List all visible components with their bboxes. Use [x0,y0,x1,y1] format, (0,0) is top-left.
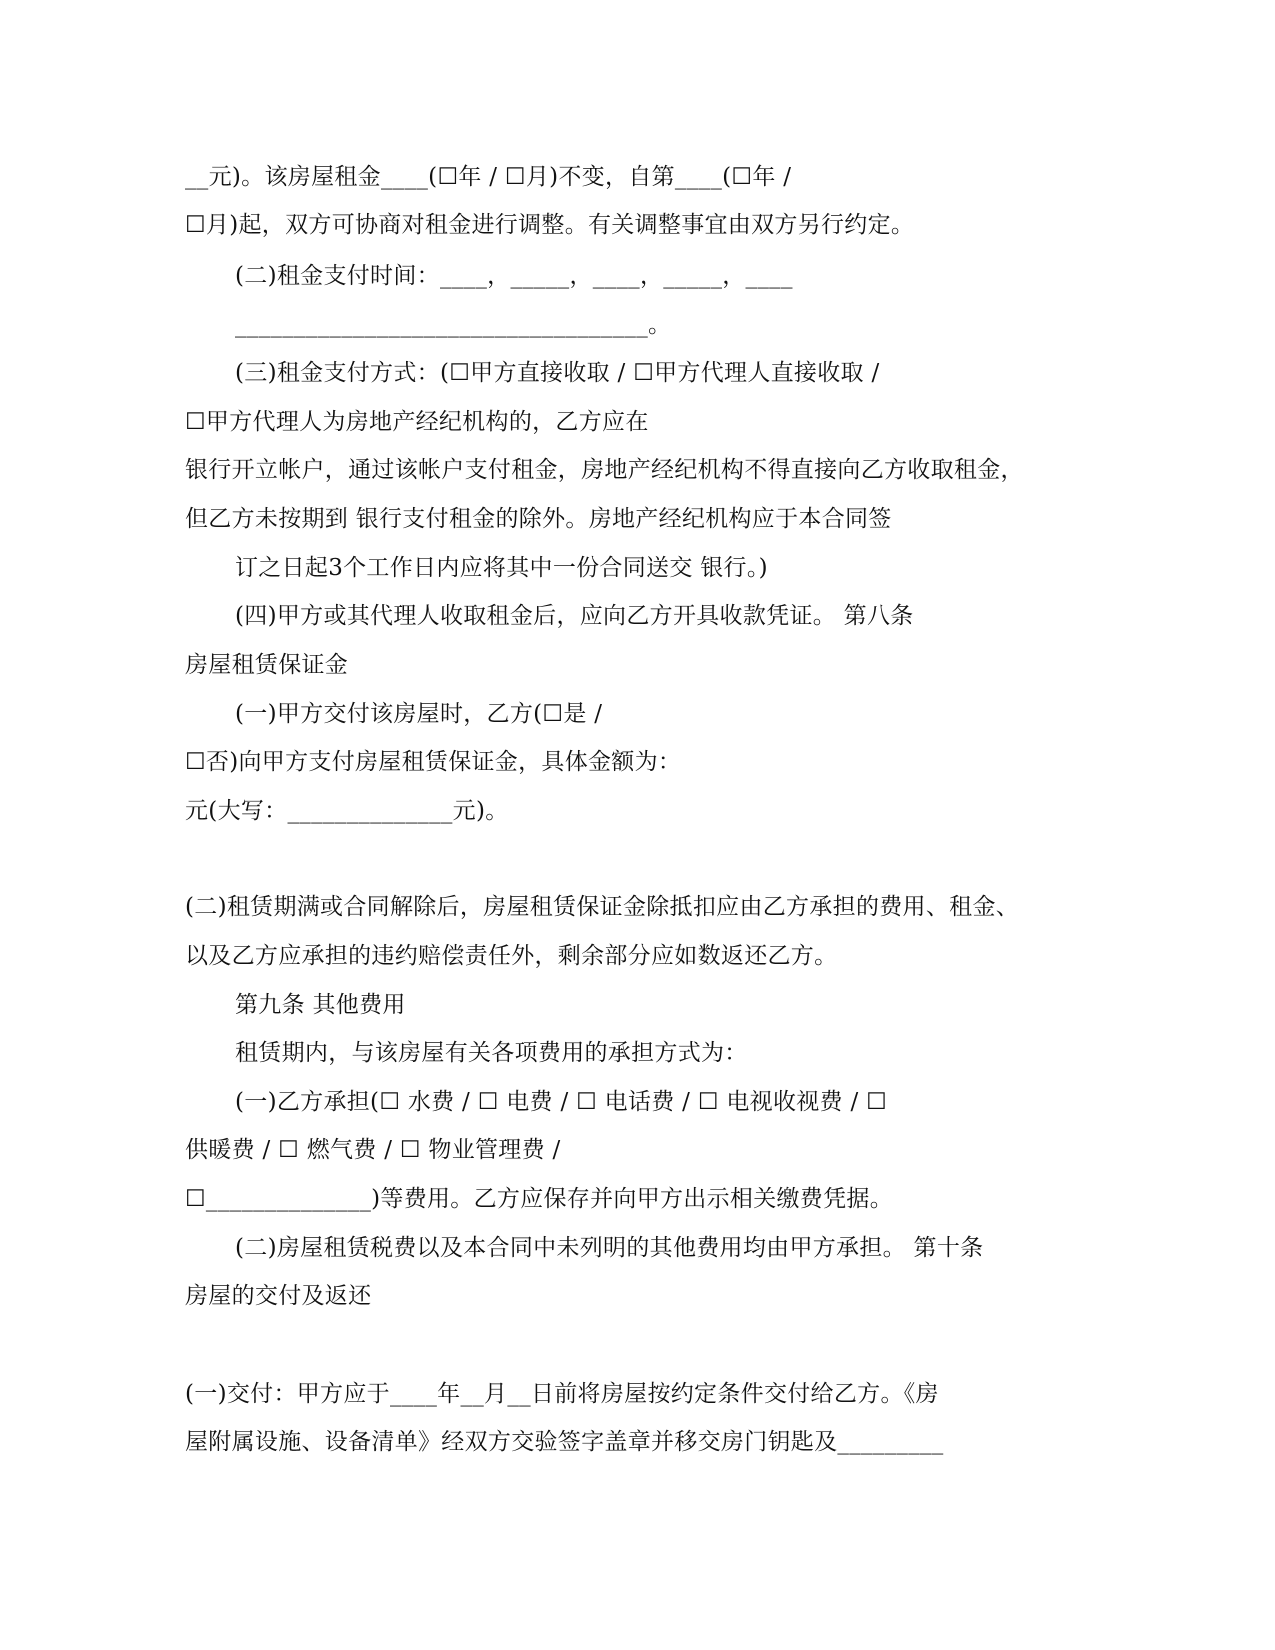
text-line: (一)甲方交付该房屋时，乙方(☐是 / [235,701,603,727]
text-line: ☐______________)等费用。乙方应保存并向甲方出示相关缴费凭据。 [185,1186,893,1212]
text-line: __元)。该房屋租金____(☐年 / ☐月)不变，自第____(☐年 / [185,164,792,190]
text-line: (二)房屋租赁税费以及本合同中未列明的其他费用均由甲方承担。 第十条 [235,1235,984,1261]
text-line: ☐否)向甲方支付房屋租赁保证金，具体金额为： [185,749,682,775]
text-line: 租赁期内，与该房屋有关各项费用的承担方式为： [235,1040,748,1066]
text-line: (一)交付：甲方应于____年__月__日前将房屋按约定条件交付给乙方。《房 [185,1381,939,1407]
text-line: ☐月)起，双方可协商对租金进行调整。有关调整事宜由双方另行约定。 [185,212,915,238]
text-line: ___________________________________。 [235,312,672,338]
text-line: 供暖费 / ☐ 燃气费 / ☐ 物业管理费 / [185,1137,561,1163]
text-line: 银行开立帐户，通过该帐户支付租金，房地产经纪机构不得直接向乙方收取租金， [185,457,1024,483]
text-line: 元(大写：______________元)。 [185,798,509,824]
text-line: 但乙方未按期到 银行支付租金的除外。房地产经纪机构应于本合同签 [185,506,892,532]
section-heading: 房屋的交付及返还 [185,1283,372,1309]
section-heading: 房屋租赁保证金 [185,652,349,678]
text-line: (四)甲方或其代理人收取租金后，应向乙方开具收款凭证。 第八条 [235,603,914,629]
text-line: (二)租金支付时间：____，_____，____，_____，____ [235,263,793,289]
text-line: (三)租金支付方式：(☐甲方直接收取 / ☐甲方代理人直接收取 / [235,360,880,386]
text-line: (二)租赁期满或合同解除后，房屋租赁保证金除抵扣应由乙方承担的费用、租金、 [185,894,1020,920]
text-line: 屋附属设施、设备清单》经双方交验签字盖章并移交房门钥匙及_________ [185,1429,944,1455]
text-line: (一)乙方承担(☐ 水费 / ☐ 电费 / ☐ 电话费 / ☐ 电视收视费 / ☐ [235,1089,888,1115]
section-heading: 第九条 其他费用 [235,992,406,1018]
text-line: ☐甲方代理人为房地产经纪机构的，乙方应在 [185,409,649,435]
text-line: 以及乙方应承担的违约赔偿责任外，剩余部分应如数返还乙方。 [185,943,838,969]
text-line: 订之日起3个工作日内应将其中一份合同送交 银行。) [235,555,768,581]
